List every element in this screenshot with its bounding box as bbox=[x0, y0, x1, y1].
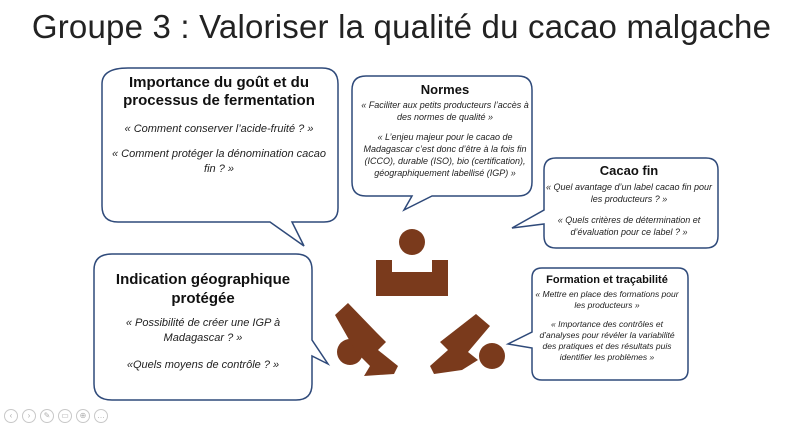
back-icon[interactable]: ‹ bbox=[4, 409, 18, 423]
bubble-igp bbox=[98, 270, 308, 385]
slideshow-toolbar bbox=[4, 409, 108, 423]
bubble-formation-heading: Formation et traçabilité bbox=[546, 274, 668, 286]
bubble-gout-item: « Comment protéger la dénomination cacao fin ? » bbox=[112, 148, 327, 175]
pen-icon[interactable]: ✎ bbox=[40, 409, 54, 423]
bubble-formation-item: « Importance des contrôles et d’analyses pour révéler la variabilité des pratiques et des résultats puis identifier les problèmes » bbox=[539, 319, 675, 362]
bubble-cacao-fin-item: « Quel avantage d’un label cacao fin pour les producteurs ? » bbox=[545, 182, 713, 204]
bubble-gout-heading: Importance du goût et du processus de fermentation bbox=[123, 74, 315, 109]
zoom-icon[interactable]: ⊕ bbox=[76, 409, 90, 423]
bubble-cacao-fin bbox=[543, 163, 715, 247]
slide-title: Groupe 3 : Valoriser la qualité du cacao malgache bbox=[31, 8, 772, 45]
person-left-body bbox=[335, 303, 398, 376]
more-icon[interactable]: … bbox=[94, 409, 108, 423]
bubble-igp-heading: Indication géographique protégée bbox=[115, 271, 291, 307]
bubble-formation-item: « Mettre en place des formations pour les producteurs » bbox=[535, 289, 679, 310]
forward-icon[interactable]: › bbox=[22, 409, 36, 423]
slides-icon[interactable]: ▭ bbox=[58, 409, 72, 423]
bubble-formation bbox=[532, 274, 682, 371]
bubble-igp-item: «Quels moyens de contrôle ? » bbox=[126, 359, 280, 371]
bubble-normes-item: « Faciliter aux petits producteurs l’accès à des normes de qualité » bbox=[361, 100, 529, 122]
bubble-gout bbox=[112, 74, 326, 187]
person-right-body bbox=[430, 314, 490, 374]
person-right-head bbox=[479, 343, 505, 369]
bubble-normes-item: « L’enjeu majeur pour le cacao de Madagascar c’est donc d’être à la fois fin (ICCO), durable (ISO), bio (certification), géographiquement labellisé (IGP) » bbox=[363, 132, 527, 178]
bubble-cacao-fin-heading: Cacao fin bbox=[599, 163, 659, 178]
bubble-igp-item: « Possibilité de créer une IGP à Madagascar ? » bbox=[125, 317, 281, 344]
person-top-head bbox=[399, 229, 425, 255]
bubble-cacao-fin-item: « Quels critères de détermination et d’évaluation pour ce label ? » bbox=[557, 215, 701, 237]
bubble-gout-item: « Comment conserver l’acide-fruité ? » bbox=[124, 123, 314, 135]
bubble-normes-heading: Normes bbox=[420, 82, 470, 97]
teamwork-people-icon bbox=[335, 229, 505, 376]
person-top-body bbox=[376, 260, 448, 296]
bubble-normes bbox=[356, 82, 534, 187]
